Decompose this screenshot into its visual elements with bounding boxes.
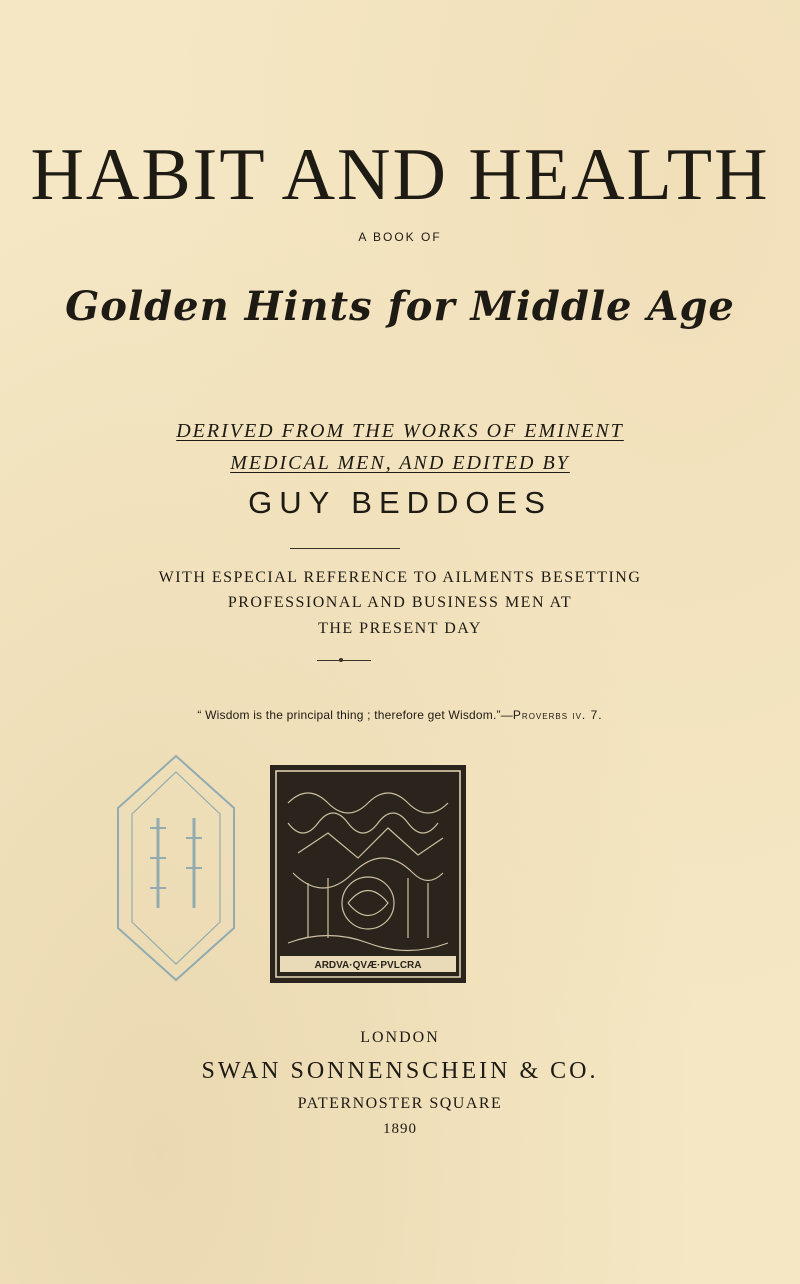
publisher-device bbox=[268, 763, 468, 985]
divider-rule bbox=[290, 548, 400, 549]
especial-line-3: THE PRESENT DAY bbox=[318, 620, 482, 637]
derived-line-2: MEDICAL MEN, AND EDITED BY bbox=[230, 452, 570, 474]
ornament-rule bbox=[317, 660, 371, 661]
epigraph-source: Proverbs iv. 7. bbox=[512, 708, 603, 722]
especial-line-1: WITH ESPECIAL REFERENCE TO AILMENTS BESETTING bbox=[158, 569, 642, 586]
author-name: GUY BEDDOES bbox=[248, 485, 552, 520]
epigraph-quote: “ Wisdom is the principal thing ; therefore get Wisdom.”— bbox=[197, 708, 513, 722]
epigraph bbox=[0, 708, 800, 722]
subtitle-small: A BOOK OF bbox=[358, 230, 442, 244]
imprint-publisher: SWAN SONNENSCHEIN & CO. bbox=[201, 1058, 599, 1084]
imprint-place: LONDON bbox=[360, 1029, 440, 1046]
imprint-address: PATERNOSTER SQUARE bbox=[297, 1095, 503, 1112]
book-title: HABIT AND HEALTH bbox=[30, 134, 770, 216]
device-motto: ARDVA·QVÆ·PVLCRA bbox=[314, 960, 422, 971]
derived-line-1: DERIVED FROM THE WORKS OF EMINENT bbox=[176, 420, 624, 442]
library-stamp bbox=[110, 748, 242, 988]
gothic-subtitle: Golden Hints for Middle Age bbox=[65, 283, 735, 330]
imprint-year: 1890 bbox=[383, 1121, 417, 1137]
especial-line-2: PROFESSIONAL AND BUSINESS MEN AT bbox=[227, 594, 573, 611]
